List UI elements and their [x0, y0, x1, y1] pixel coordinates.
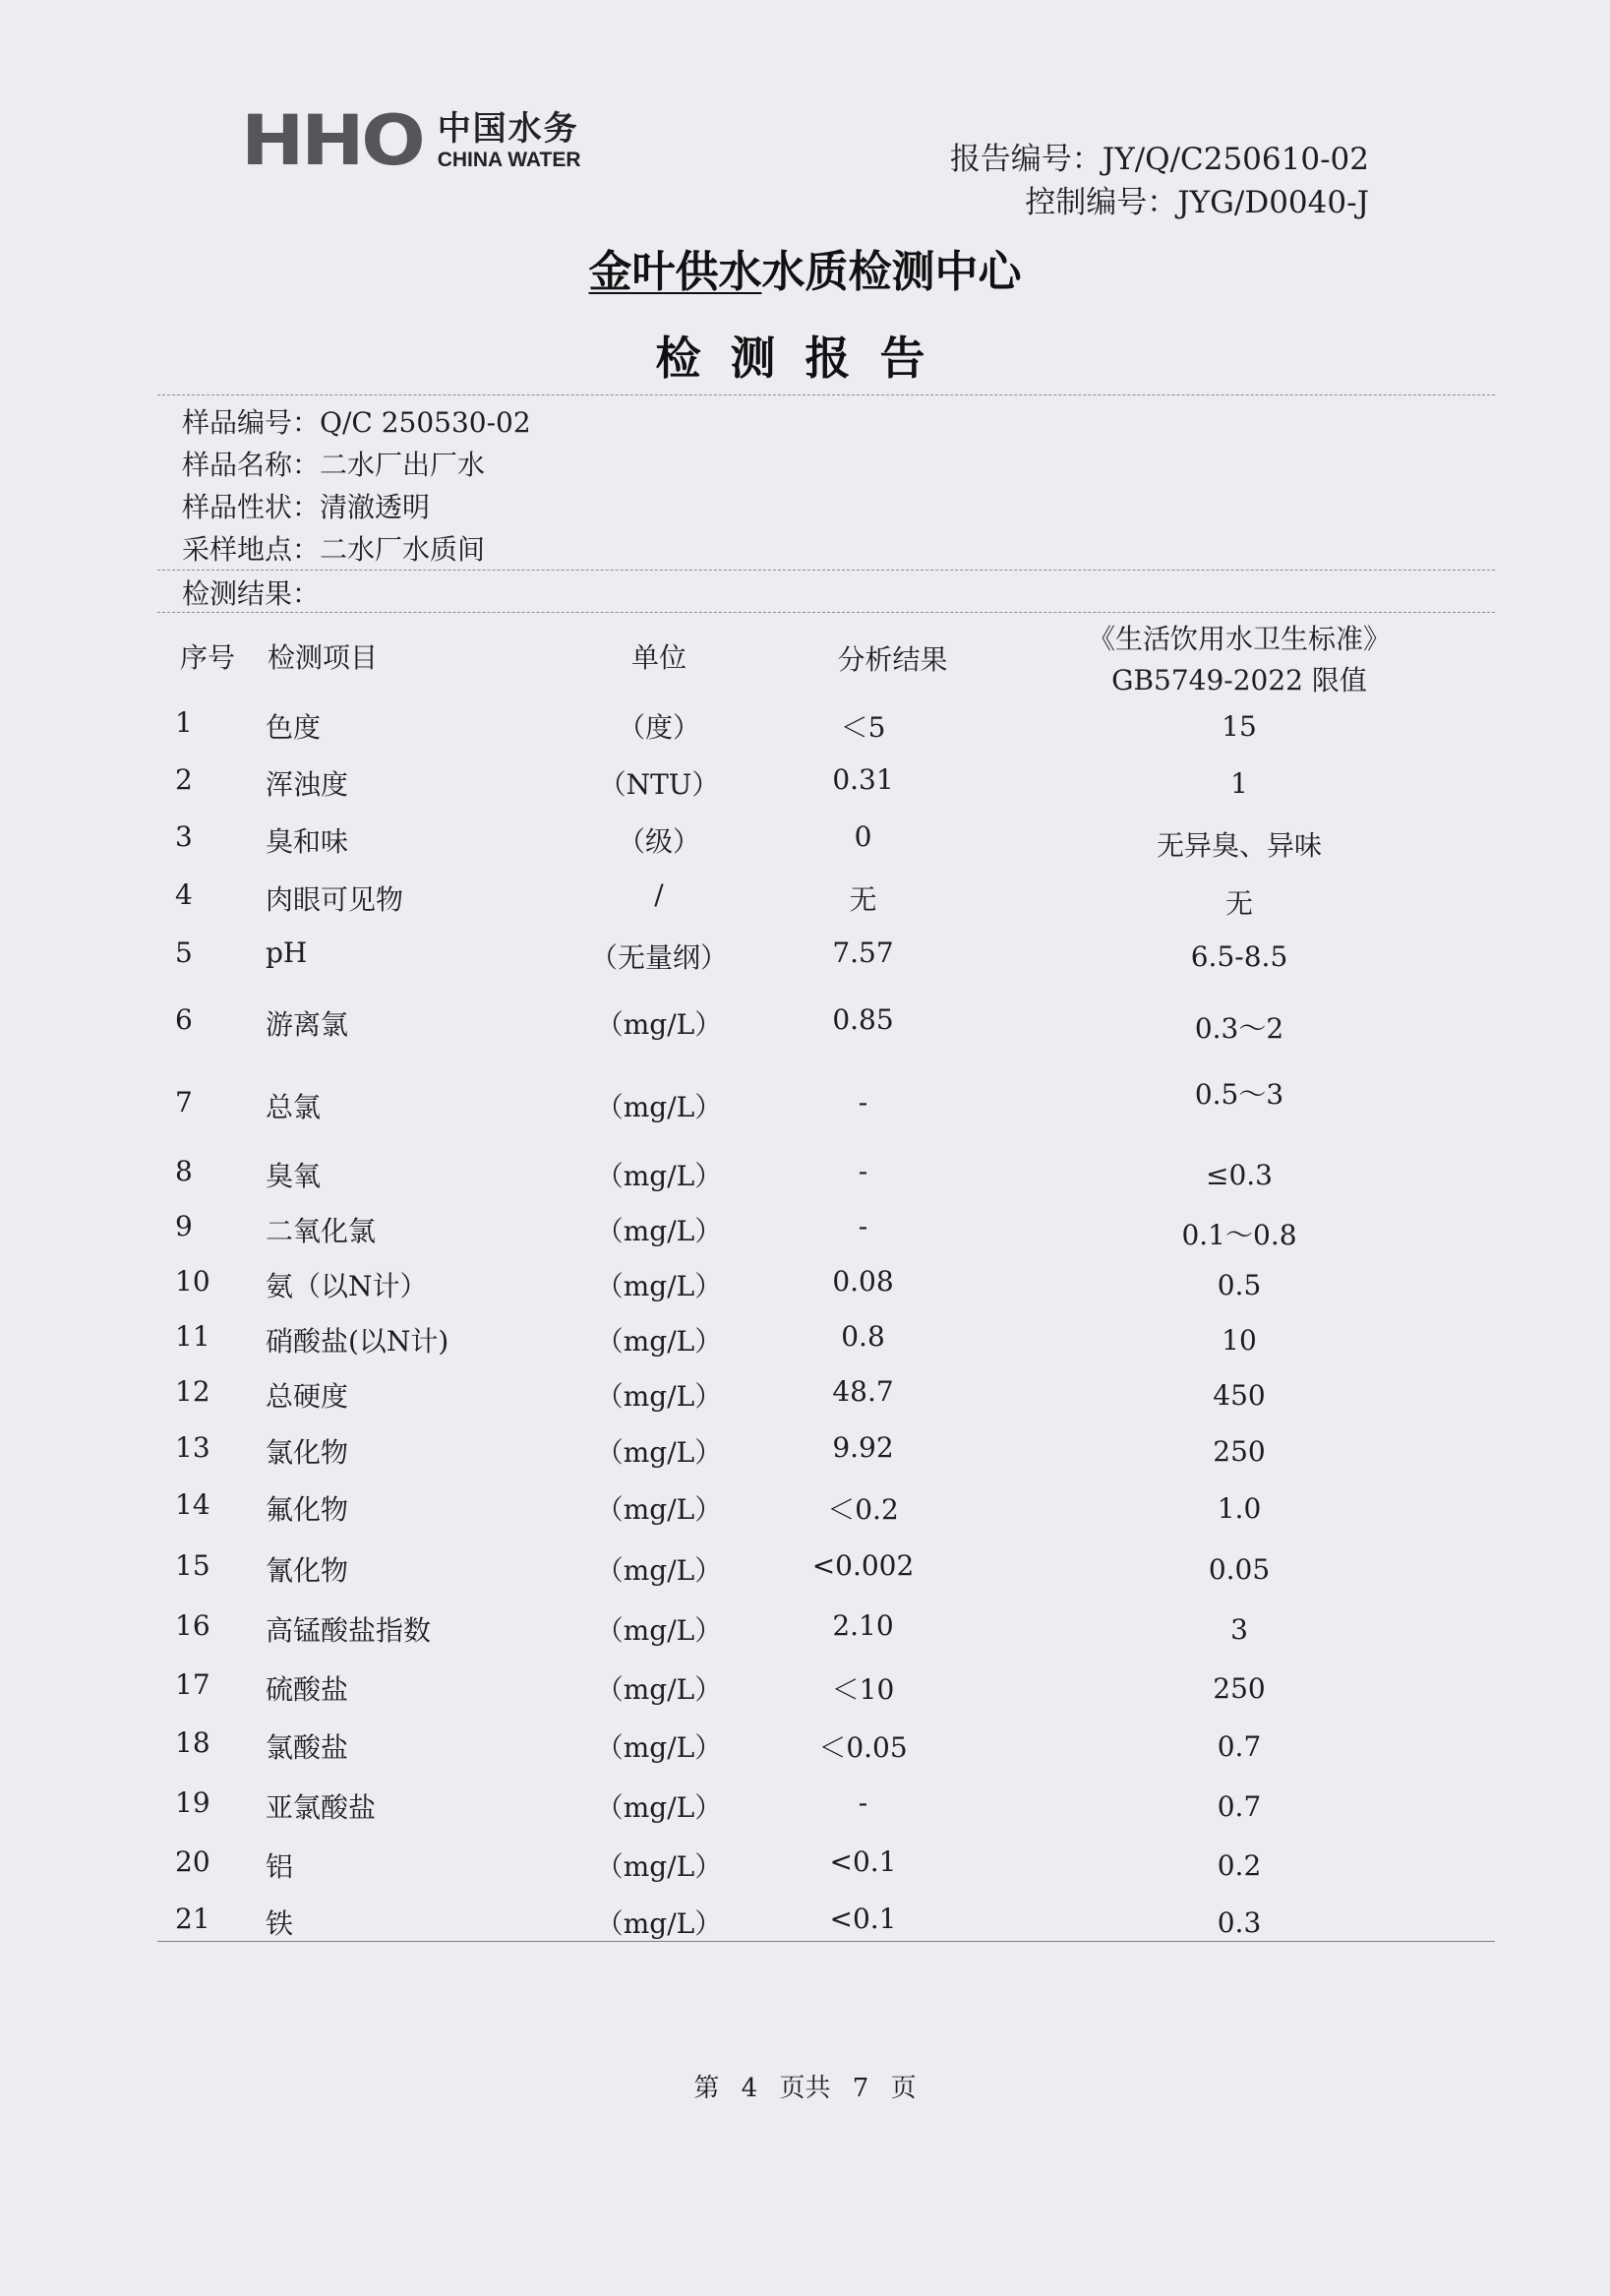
row-unit: （mg/L）	[595, 1614, 723, 1647]
row-unit: （mg/L）	[595, 1270, 723, 1302]
row-limit: 0.2	[1217, 1849, 1262, 1882]
row-number: 16	[175, 1609, 210, 1642]
row-limit: 450	[1213, 1379, 1266, 1412]
row-result: ＜0.05	[818, 1731, 908, 1764]
row-item: 铝	[266, 1850, 294, 1883]
row-number: 21	[175, 1903, 210, 1935]
col-header-no: 序号	[180, 641, 236, 674]
table-row	[0, 1155, 1610, 1194]
row-item: 臭和味	[266, 825, 349, 858]
footer-total-pages: 7	[852, 2074, 869, 2103]
row-unit: （mg/L）	[595, 1907, 723, 1940]
row-limit: 0.5～3	[1194, 1078, 1284, 1111]
row-result: <0.002	[811, 1549, 915, 1582]
row-result: 0.85	[832, 1003, 894, 1036]
row-result: -	[858, 1086, 868, 1118]
row-unit: （mg/L）	[595, 1436, 723, 1469]
row-item: 氟化物	[266, 1493, 349, 1526]
row-unit: （度）	[617, 711, 700, 744]
sampling-site: 采样地点：二水厂水质间	[182, 533, 486, 566]
row-limit: 无异臭、异味	[1156, 829, 1322, 862]
organization-title	[0, 236, 1610, 299]
row-unit: （mg/L）	[595, 1215, 723, 1247]
table-row	[0, 1609, 1610, 1649]
row-number: 12	[175, 1375, 210, 1408]
table-row	[0, 1488, 1610, 1528]
row-unit: （mg/L）	[595, 1091, 723, 1123]
row-result: <0.1	[829, 1845, 897, 1878]
row-result: 0	[854, 820, 872, 853]
col-header-result: 分析结果	[837, 643, 948, 676]
logo-english-name: CHINA WATER	[437, 148, 581, 171]
row-item: 铁	[266, 1907, 294, 1940]
row-limit: 无	[1224, 887, 1253, 920]
row-unit: （mg/L）	[595, 1673, 723, 1706]
row-limit: 1.0	[1217, 1492, 1262, 1525]
row-number: 20	[175, 1845, 210, 1878]
row-result: 0.08	[832, 1265, 894, 1298]
row-number: 1	[175, 706, 193, 739]
row-limit: 3	[1230, 1613, 1248, 1646]
report-number: 报告编号：JY/Q/C250610-02	[949, 142, 1369, 177]
row-result: 0.31	[832, 763, 894, 796]
row-number: 3	[175, 820, 193, 853]
table-row	[0, 1726, 1610, 1766]
company-logo	[241, 100, 581, 181]
row-unit: （mg/L）	[595, 1160, 723, 1192]
row-limit: 0.3	[1217, 1906, 1262, 1939]
row-number: 18	[175, 1726, 210, 1759]
row-limit: 0.7	[1217, 1730, 1262, 1763]
row-limit: 250	[1213, 1672, 1266, 1705]
row-limit: 0.5	[1217, 1269, 1262, 1301]
control-number: 控制编号：JYG/D0040-J	[1025, 185, 1369, 220]
table-row	[0, 937, 1610, 976]
row-result: 7.57	[832, 937, 894, 969]
row-result: ＜10	[831, 1673, 895, 1706]
row-limit: 0.3～2	[1194, 1012, 1284, 1045]
row-result: <0.1	[829, 1903, 897, 1935]
table-row	[0, 1320, 1610, 1359]
row-number: 8	[175, 1155, 193, 1187]
row-unit: （mg/L）	[595, 1554, 723, 1587]
table-row	[0, 763, 1610, 803]
sample-name: 样品名称：二水厂出厂水	[182, 449, 486, 481]
row-unit: （级）	[617, 825, 700, 858]
row-unit: （mg/L）	[595, 1791, 723, 1824]
row-unit: （mg/L）	[595, 1008, 723, 1041]
row-number: 4	[175, 878, 193, 911]
row-result: -	[858, 1210, 868, 1242]
document-title: 检测报告	[655, 332, 955, 385]
table-row	[0, 820, 1610, 860]
divider	[157, 394, 1495, 395]
footer-middle: 页共	[779, 2074, 831, 2103]
row-number: 19	[175, 1786, 210, 1819]
row-item: 色度	[266, 711, 322, 744]
table-row	[0, 1003, 1610, 1043]
divider	[157, 612, 1495, 613]
row-item: 高锰酸盐指数	[266, 1614, 432, 1647]
divider	[157, 570, 1495, 571]
row-item: 氰化物	[266, 1554, 349, 1587]
row-result: -	[858, 1155, 868, 1187]
table-row	[0, 1786, 1610, 1826]
row-item: 臭氧	[266, 1160, 322, 1192]
footer-suffix: 页	[890, 2074, 917, 2103]
row-result: 无	[849, 883, 877, 916]
row-limit: 0.7	[1217, 1790, 1262, 1823]
results-label: 检测结果：	[182, 577, 321, 610]
row-item: 浑浊度	[266, 768, 349, 801]
page-footer	[0, 2068, 1610, 2104]
logo-mark: HHO	[241, 100, 423, 181]
table-row	[0, 1210, 1610, 1249]
row-item: 肉眼可见物	[266, 883, 404, 916]
col-header-item: 检测项目	[268, 641, 379, 674]
row-unit: /	[654, 878, 664, 911]
row-limit: 0.05	[1208, 1553, 1271, 1586]
row-result: ＜5	[840, 711, 886, 744]
row-limit: 15	[1222, 710, 1257, 743]
row-unit: （NTU）	[598, 768, 720, 801]
row-result: 0.8	[841, 1320, 885, 1353]
row-item: 总氯	[266, 1091, 322, 1123]
row-item: 氯化物	[266, 1436, 349, 1469]
row-unit: （无量纲）	[589, 941, 728, 974]
table-row	[0, 1549, 1610, 1589]
row-unit: （mg/L）	[595, 1731, 723, 1764]
table-row	[0, 1668, 1610, 1708]
footer-prefix: 第	[693, 2074, 720, 2103]
row-item: 亚氯酸盐	[266, 1791, 377, 1824]
row-item: 二氧化氯	[266, 1215, 377, 1247]
row-unit: （mg/L）	[595, 1380, 723, 1413]
row-item: 氯酸盐	[266, 1731, 349, 1764]
row-number: 9	[175, 1210, 193, 1242]
org-title-rest: 水质检测中心	[761, 247, 1022, 297]
row-number: 2	[175, 763, 193, 796]
sample-number: 样品编号：Q/C 250530-02	[182, 406, 531, 439]
org-title-underlined: 金叶供水	[588, 247, 762, 297]
table-bottom-rule	[157, 1941, 1495, 1942]
row-item: 总硬度	[266, 1380, 349, 1413]
row-number: 17	[175, 1668, 210, 1701]
table-row	[0, 1375, 1610, 1415]
row-number: 6	[175, 1003, 193, 1036]
row-result: 9.92	[832, 1431, 894, 1464]
row-result: 48.7	[832, 1375, 894, 1408]
row-limit: 0.1～0.8	[1181, 1219, 1297, 1251]
table-row	[0, 1845, 1610, 1885]
row-limit: 10	[1222, 1324, 1257, 1357]
row-limit: 250	[1213, 1435, 1266, 1468]
row-number: 10	[175, 1265, 210, 1298]
table-row	[0, 1903, 1610, 1942]
col-header-standard: 《生活饮用水卫生标准》	[1087, 623, 1391, 655]
row-result: ＜0.2	[827, 1493, 899, 1526]
row-limit: 1	[1230, 767, 1248, 800]
col-header-standard-code: GB5749-2022 限值	[1111, 664, 1367, 696]
row-limit: ≤0.3	[1206, 1159, 1273, 1191]
row-result: -	[858, 1786, 868, 1819]
row-unit: （mg/L）	[595, 1325, 723, 1358]
row-item: 氨（以N计）	[266, 1270, 428, 1302]
table-row	[0, 1431, 1610, 1471]
table-row	[0, 1265, 1610, 1304]
row-number: 13	[175, 1431, 210, 1464]
row-item: 硝酸盐(以N计)	[266, 1325, 449, 1358]
sample-state: 样品性状：清澈透明	[182, 491, 431, 523]
row-result: 2.10	[832, 1609, 894, 1642]
row-unit: （mg/L）	[595, 1493, 723, 1526]
logo-chinese-name: 中国水务	[437, 108, 579, 149]
col-header-unit: 单位	[630, 641, 686, 674]
row-number: 7	[175, 1086, 193, 1118]
row-unit: （mg/L）	[595, 1850, 723, 1883]
row-number: 15	[175, 1549, 210, 1582]
row-item: 硫酸盐	[266, 1673, 349, 1706]
row-number: 5	[175, 937, 193, 969]
row-item: pH	[266, 937, 308, 969]
footer-page-number: 4	[741, 2074, 758, 2103]
row-item: 游离氯	[266, 1008, 349, 1041]
table-row	[0, 706, 1610, 746]
table-row	[0, 878, 1610, 918]
row-number: 14	[175, 1488, 210, 1521]
logo-text	[437, 108, 581, 171]
row-limit: 6.5-8.5	[1190, 940, 1288, 973]
reference-numbers	[950, 138, 1369, 224]
row-number: 11	[175, 1320, 210, 1353]
table-row	[0, 1078, 1610, 1125]
